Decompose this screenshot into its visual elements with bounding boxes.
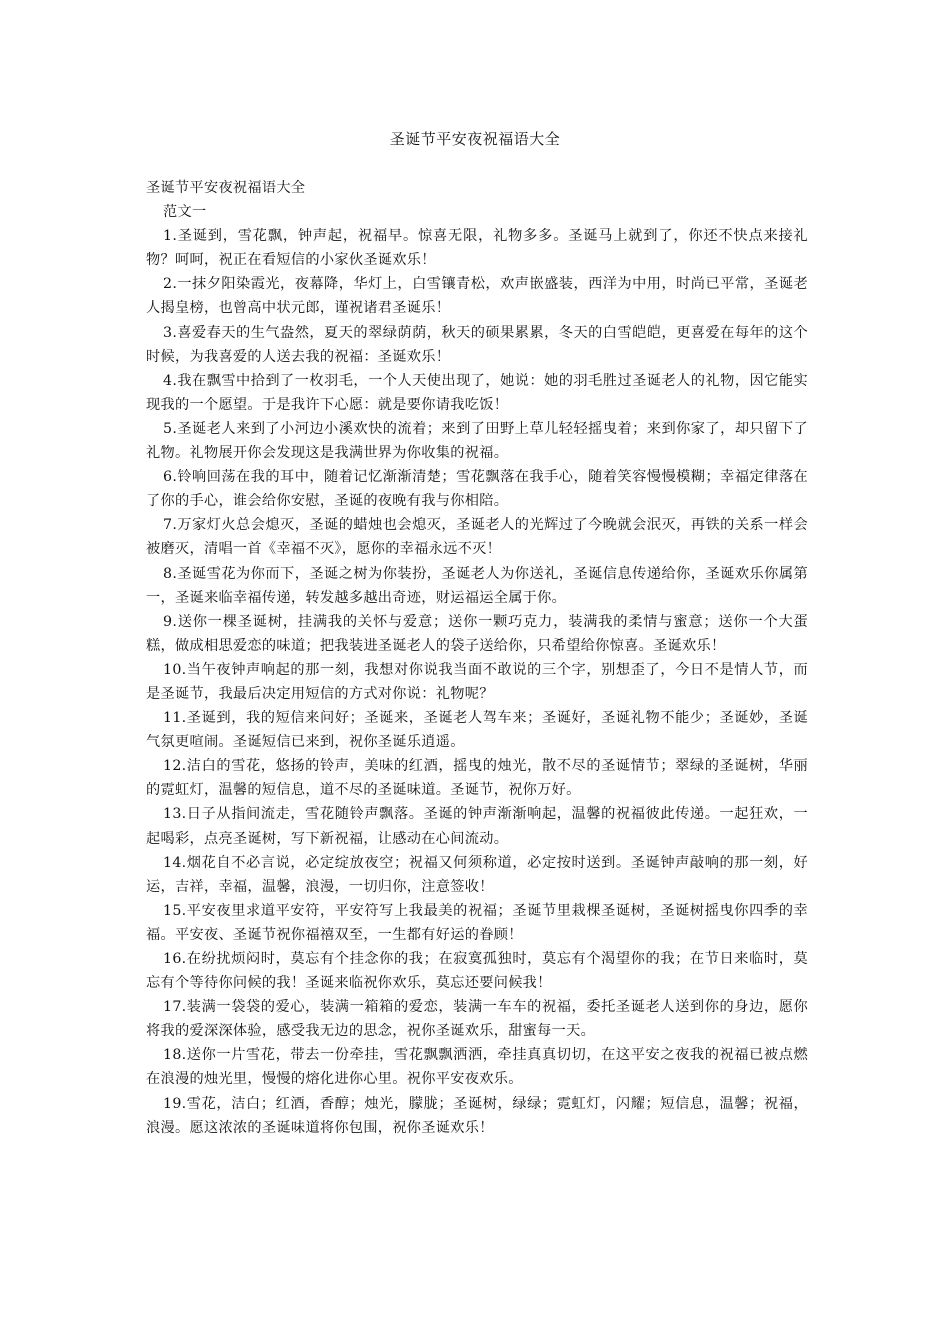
greeting-item-7: 7.万家灯火总会熄灭，圣诞的蜡烛也会熄灭，圣诞老人的光辉过了今晚就会泯灭，再铁的关系一样会被磨灭，清唱一首《幸福不灭》，愿你的幸福永远不灭！ — [146, 517, 808, 558]
greeting-item-14: 14.烟花自不必言说，必定绽放夜空；祝福又何须称道，必定按时送到。圣诞钟声敲响的那一刻，好运，吉祥，幸福，温馨，浪漫，一切归你，注意签收！ — [146, 854, 808, 895]
greeting-item-1: 1.圣诞到，雪花飘，钟声起，祝福早。惊喜无限，礼物多多。圣诞马上就到了，你还不快点来接礼物？呵呵，祝正在看短信的小家伙圣诞欢乐！ — [146, 228, 808, 269]
greeting-item-19: 19.雪花，洁白；红酒，香醇；烛光，朦胧；圣诞树，绿绿；霓虹灯，闪耀；短信息，温馨；祝福，浪漫。愿这浓浓的圣诞味道将你包围，祝你圣诞欢乐！ — [146, 1095, 808, 1136]
greeting-item-8: 8.圣诞雪花为你而下，圣诞之树为你装扮，圣诞老人为你送礼，圣诞信息传递给你，圣诞欢乐你属第一，圣诞来临幸福传递，转发越多越出奇迹，财运福运全属于你。 — [146, 565, 808, 606]
greeting-item-18: 18.送你一片雪花，带去一份牵挂，雪花飘飘洒洒，牵挂真真切切，在这平安之夜我的祝福已被点燃在浪漫的烛光里，慢慢的熔化进你心里。祝你平安夜欢乐。 — [146, 1047, 808, 1088]
greeting-item-16: 16.在纷扰烦闷时，莫忘有个挂念你的我；在寂寞孤独时，莫忘有个渴望你的我；在节日来临时，莫忘有个等待你问候的我！圣诞来临祝你欢乐，莫忘还要问候我！ — [146, 951, 808, 992]
greeting-item-11: 11.圣诞到，我的短信来问好；圣诞来，圣诞老人驾车来；圣诞好，圣诞礼物不能少；圣诞妙，圣诞气氛更喧闹。圣诞短信已来到，祝你圣诞乐逍遥。 — [146, 710, 808, 751]
greeting-item-2: 2.一抹夕阳染霞光，夜幕降，华灯上，白雪镶青松，欢声嵌盛装，西洋为中用，时尚已平常，圣诞老人揭皇榜，也曾高中状元郎，谨祝诸君圣诞乐！ — [146, 276, 808, 317]
greeting-item-4: 4.我在飘雪中拾到了一枚羽毛，一个人天使出现了，她说：她的羽毛胜过圣诞老人的礼物，因它能实现我的一个愿望。于是我许下心愿：就是要你请我吃饭！ — [146, 372, 808, 413]
greeting-item-12: 12.洁白的雪花，悠扬的铃声，美味的红酒，摇曳的烛光，散不尽的圣诞情节；翠绿的圣诞树，华丽的霓虹灯，温馨的短信息，道不尽的圣诞味道。圣诞节，祝你万好。 — [146, 758, 808, 799]
body-heading: 圣诞节平安夜祝福语大全 — [146, 180, 306, 196]
greeting-item-6: 6.铃响回荡在我的耳中，随着记忆渐渐清楚；雪花飘落在我手心，随着笑容慢慢模糊；幸福定律落在了你的手心，谁会给你安慰，圣诞的夜晚有我与你相陪。 — [146, 469, 808, 510]
section-label: 范文一 — [163, 204, 207, 221]
greeting-item-13: 13.日子从指间流走，雪花随铃声飘落。圣诞的钟声渐渐响起，温馨的祝福彼此传递。一起狂欢，一起喝彩，点亮圣诞树，写下新祝福，让感动在心间流动。 — [146, 806, 808, 847]
greeting-item-15: 15.平安夜里求道平安符，平安符写上我最美的祝福；圣诞节里栽棵圣诞树，圣诞树摇曳你四季的幸福。平安夜、圣诞节祝你福禧双至，一生都有好运的眷顾！ — [146, 902, 808, 943]
greeting-item-5: 5.圣诞老人来到了小河边小溪欢快的流着；来到了田野上草儿轻轻摇曳着；来到你家了，却只留下了礼物。礼物展开你会发现这是我满世界为你收集的祝福。 — [146, 420, 808, 462]
greeting-item-9: 9.送你一棵圣诞树，挂满我的关怀与爱意；送你一颗巧克力，装满我的柔情与蜜意；送你一个大蛋糕，做成相思爱恋的味道；把我装进圣诞老人的袋子送给你，只希望给你惊喜。圣诞欢乐！ — [146, 613, 808, 654]
document-title: 圣诞节平安夜祝福语大全 — [389, 130, 561, 148]
greeting-item-3: 3.喜爱春天的生气盎然，夏天的翠绿荫荫，秋天的硕果累累，冬天的白雪皑皑，更喜爱在每年的这个时候，为我喜爱的人送去我的祝福：圣诞欢乐！ — [146, 324, 808, 365]
document-body — [146, 176, 808, 1140]
greeting-item-10: 10.当午夜钟声响起的那一刻，我想对你说我当面不敢说的三个字，别想歪了，今日不是情人节，而是圣诞节，我最后决定用短信的方式对你说：礼物呢？ — [146, 661, 808, 702]
greeting-item-17: 17.装满一袋袋的爱心，装满一箱箱的爱恋，装满一车车的祝福，委托圣诞老人送到你的身边，愿你将我的爱深深体验，感受我无边的思念，祝你圣诞欢乐，甜蜜每一天。 — [146, 999, 808, 1040]
